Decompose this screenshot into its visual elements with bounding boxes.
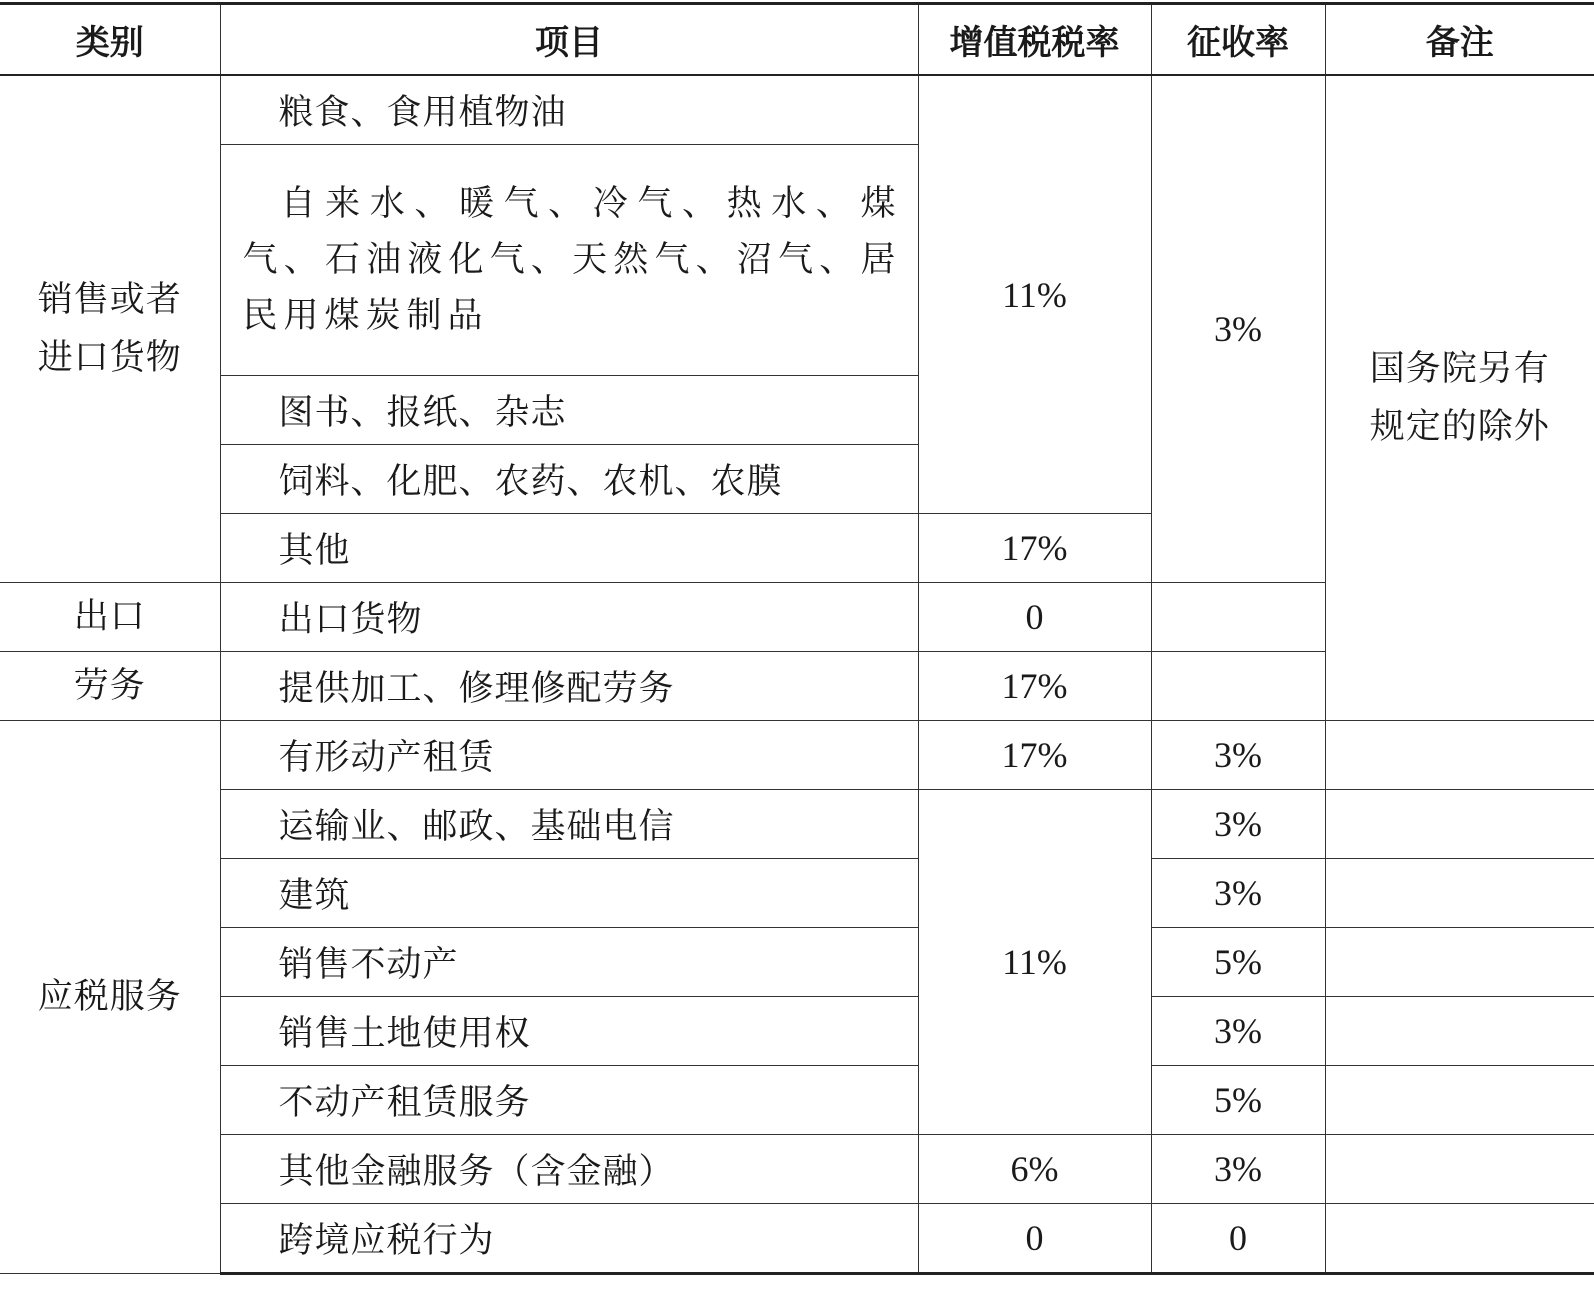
- category-goods-label: 销售或者进口货物: [37, 280, 182, 378]
- item-cell: 提供加工、修理修配劳务: [220, 652, 918, 721]
- remark-cell: [1325, 790, 1594, 859]
- levy-rate-cell: 5%: [1151, 928, 1325, 997]
- item-cell: 其他: [220, 514, 918, 583]
- remark-cell: [1325, 721, 1594, 790]
- vat-rate-export: 0: [918, 583, 1151, 652]
- remark-cell: [1325, 997, 1594, 1066]
- remark-cell: [1325, 928, 1594, 997]
- vat-rate-cell: 6%: [918, 1135, 1151, 1204]
- item-cell: 运输业、邮政、基础电信: [220, 790, 918, 859]
- table-header-row: [0, 4, 1594, 76]
- remark-shared-label: 国务院另有规定的除外: [1369, 349, 1550, 447]
- header-vat-rate: 增值税税率: [918, 4, 1151, 76]
- vat-rate-cell: 0: [918, 1204, 1151, 1274]
- item-cell: 不动产租赁服务: [220, 1066, 918, 1135]
- item-cell: 销售土地使用权: [220, 997, 918, 1066]
- category-labor: 劳务: [0, 652, 220, 721]
- table-row: [0, 1066, 1594, 1135]
- table-row: [0, 928, 1594, 997]
- table-row: [0, 997, 1594, 1066]
- item-text: 自来水、暖气、冷气、热水、煤气、石油液化气、天然气、沼气、居民用煤炭制品: [242, 184, 902, 336]
- vat-rate-services-shared: 11%: [918, 790, 1151, 1135]
- table-row: [0, 1135, 1594, 1204]
- vat-rate-cell: 17%: [918, 721, 1151, 790]
- item-cell: 跨境应税行为: [220, 1204, 918, 1274]
- table-row: [0, 790, 1594, 859]
- item-cell: 出口货物: [220, 583, 918, 652]
- item-cell: 其他金融服务（含金融）: [220, 1135, 918, 1204]
- header-item: 项目: [220, 4, 918, 76]
- vat-rate-goods-main: 11%: [918, 75, 1151, 514]
- levy-rate-export: [1151, 583, 1325, 652]
- levy-rate-cell: 0: [1151, 1204, 1325, 1274]
- remark-shared: [1325, 75, 1594, 721]
- levy-rate-cell: 3%: [1151, 1135, 1325, 1204]
- item-cell: 图书、报纸、杂志: [220, 376, 918, 445]
- item-cell: 有形动产租赁: [220, 721, 918, 790]
- levy-rate-cell: 3%: [1151, 997, 1325, 1066]
- header-category: 类别: [0, 4, 220, 76]
- item-cell-multiline: [220, 145, 918, 376]
- header-levy-rate: 征收率: [1151, 4, 1325, 76]
- category-export: 出口: [0, 583, 220, 652]
- item-cell: 销售不动产: [220, 928, 918, 997]
- levy-rate-goods: 3%: [1151, 75, 1325, 583]
- item-cell: 饲料、化肥、农药、农机、农膜: [220, 445, 918, 514]
- table-row: [0, 75, 1594, 145]
- table-row: [0, 1204, 1594, 1274]
- vat-rate-goods-other: 17%: [918, 514, 1151, 583]
- header-remark: 备注: [1325, 4, 1594, 76]
- levy-rate-labor: [1151, 652, 1325, 721]
- category-services: 应税服务: [0, 721, 220, 1274]
- levy-rate-cell: 5%: [1151, 1066, 1325, 1135]
- remark-cell: [1325, 1066, 1594, 1135]
- levy-rate-cell: 3%: [1151, 859, 1325, 928]
- vat-rate-labor: 17%: [918, 652, 1151, 721]
- table-row: [0, 721, 1594, 790]
- item-cell: 粮食、食用植物油: [220, 75, 918, 145]
- remark-cell: [1325, 859, 1594, 928]
- levy-rate-cell: 3%: [1151, 790, 1325, 859]
- item-cell: 建筑: [220, 859, 918, 928]
- remark-cell: [1325, 1204, 1594, 1274]
- table-row: [0, 859, 1594, 928]
- remark-cell: [1325, 1135, 1594, 1204]
- category-goods: [0, 75, 220, 583]
- levy-rate-cell: 3%: [1151, 721, 1325, 790]
- vat-rate-table: [0, 2, 1594, 1275]
